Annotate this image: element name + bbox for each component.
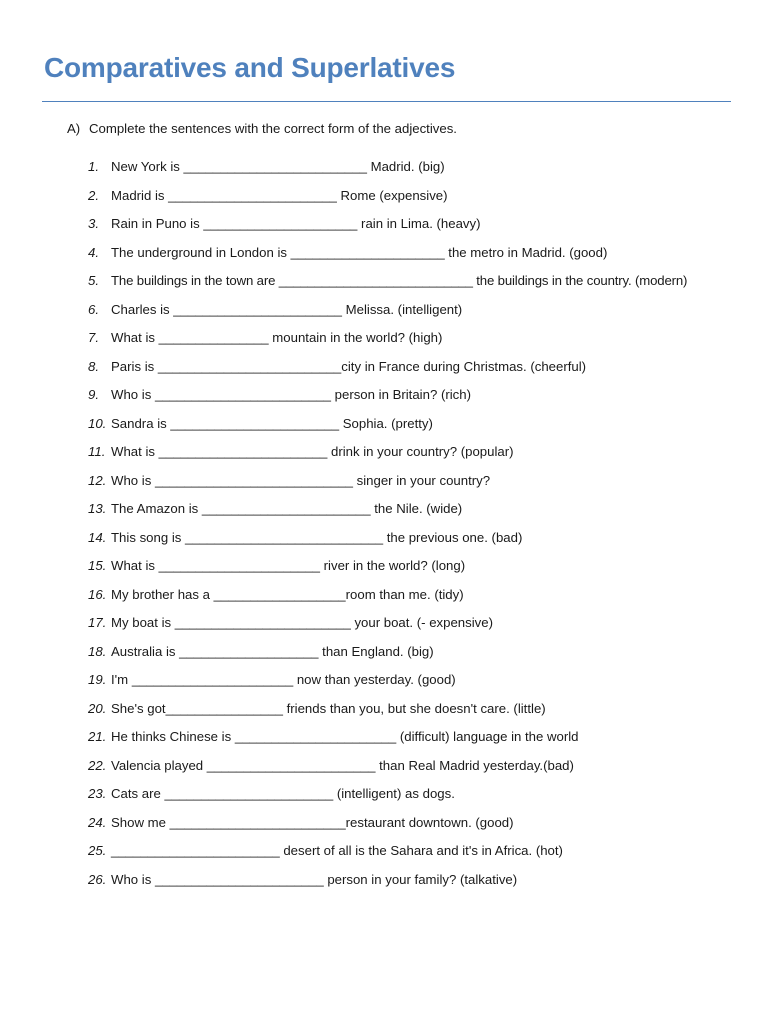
item-sentence: Who is _______________________ person in your family? (talkative) [111, 871, 518, 887]
section-letter: A) [67, 121, 81, 136]
item-number: 1. [88, 159, 99, 174]
item-sentence: What is ______________________ river in the world? (long) [111, 558, 466, 573]
section-a-instruction [67, 121, 457, 136]
item-number: 20. [88, 700, 107, 716]
item-number: 4. [88, 244, 99, 260]
item-sentence: Rain in Puno is _____________________ rain in Lima. (heavy) [111, 216, 481, 231]
item-sentence: The Amazon is _______________________ the Nile. (wide) [111, 501, 463, 516]
item-sentence: Australia is ___________________ than England. (big) [111, 643, 434, 659]
item-sentence: This song is ___________________________ the previous one. (bad) [111, 529, 523, 545]
item-number: 25. [88, 843, 107, 858]
item-number: 9. [88, 387, 99, 402]
item-number: 21. [88, 729, 107, 744]
item-number: 16. [88, 586, 107, 602]
item-number: 10. [88, 415, 107, 431]
item-sentence: Madrid is _______________________ Rome (expensive) [111, 187, 448, 203]
item-sentence: My brother has a __________________room than me. (tidy) [111, 586, 464, 602]
item-sentence: Paris is _________________________city in France during Christmas. (cheerful) [111, 358, 587, 374]
item-sentence: Valencia played _______________________ than Real Madrid yesterday.(bad) [111, 757, 574, 773]
item-sentence: He thinks Chinese is ______________________ (difficult) language in the world [111, 729, 579, 744]
item-number: 11. [88, 444, 106, 459]
item-sentence: What is _______________ mountain in the world? (high) [111, 330, 443, 345]
item-sentence: What is _______________________ drink in your country? (popular) [111, 444, 514, 459]
item-number: 15. [88, 558, 107, 573]
item-sentence: Charles is _______________________ Melissa. (intelligent) [111, 301, 463, 317]
item-number: 13. [88, 501, 107, 516]
item-number: 12. [88, 472, 107, 488]
instruction-text: Complete the sentences with the correct form of the adjectives. [89, 121, 457, 136]
item-sentence: Sandra is _______________________ Sophia. (pretty) [111, 415, 433, 431]
item-number: 17. [88, 615, 107, 630]
item-number: 6. [88, 301, 99, 317]
title-divider [42, 101, 731, 102]
item-sentence: Cats are _______________________ (intelligent) as dogs. [111, 786, 455, 801]
item-number: 5. [88, 273, 99, 288]
item-sentence: Who is ___________________________ singer in your country? [111, 472, 491, 488]
item-number: 22. [88, 757, 107, 773]
item-number: 8. [88, 358, 99, 374]
item-sentence: _______________________ desert of all is the Sahara and it's in Africa. (hot) [111, 843, 563, 858]
item-number: 24. [88, 814, 107, 830]
item-sentence: The buildings in the town are ___________________________ the buildings in the country. (modern) [111, 273, 688, 288]
item-sentence: New York is _________________________ Madrid. (big) [111, 159, 445, 174]
item-sentence: She's got________________ friends than you, but she doesn't care. (little) [111, 700, 546, 716]
item-sentence: I'm ______________________ now than yesterday. (good) [111, 672, 456, 687]
page-title: Comparatives and Superlatives [44, 52, 456, 83]
item-number: 3. [88, 216, 99, 231]
item-number: 26. [88, 871, 107, 887]
item-number: 19. [88, 672, 107, 687]
item-sentence: Show me ________________________restaurant downtown. (good) [111, 814, 514, 830]
item-number: 14. [88, 529, 107, 545]
item-number: 23. [88, 786, 107, 801]
item-sentence: The underground in London is _____________________ the metro in Madrid. (good) [111, 244, 608, 260]
item-sentence: My boat is ________________________ your boat. (- expensive) [111, 615, 493, 630]
item-number: 18. [88, 643, 107, 659]
item-sentence: Who is ________________________ person in Britain? (rich) [111, 387, 471, 402]
item-number: 7. [88, 330, 99, 345]
item-number: 2. [88, 187, 99, 203]
